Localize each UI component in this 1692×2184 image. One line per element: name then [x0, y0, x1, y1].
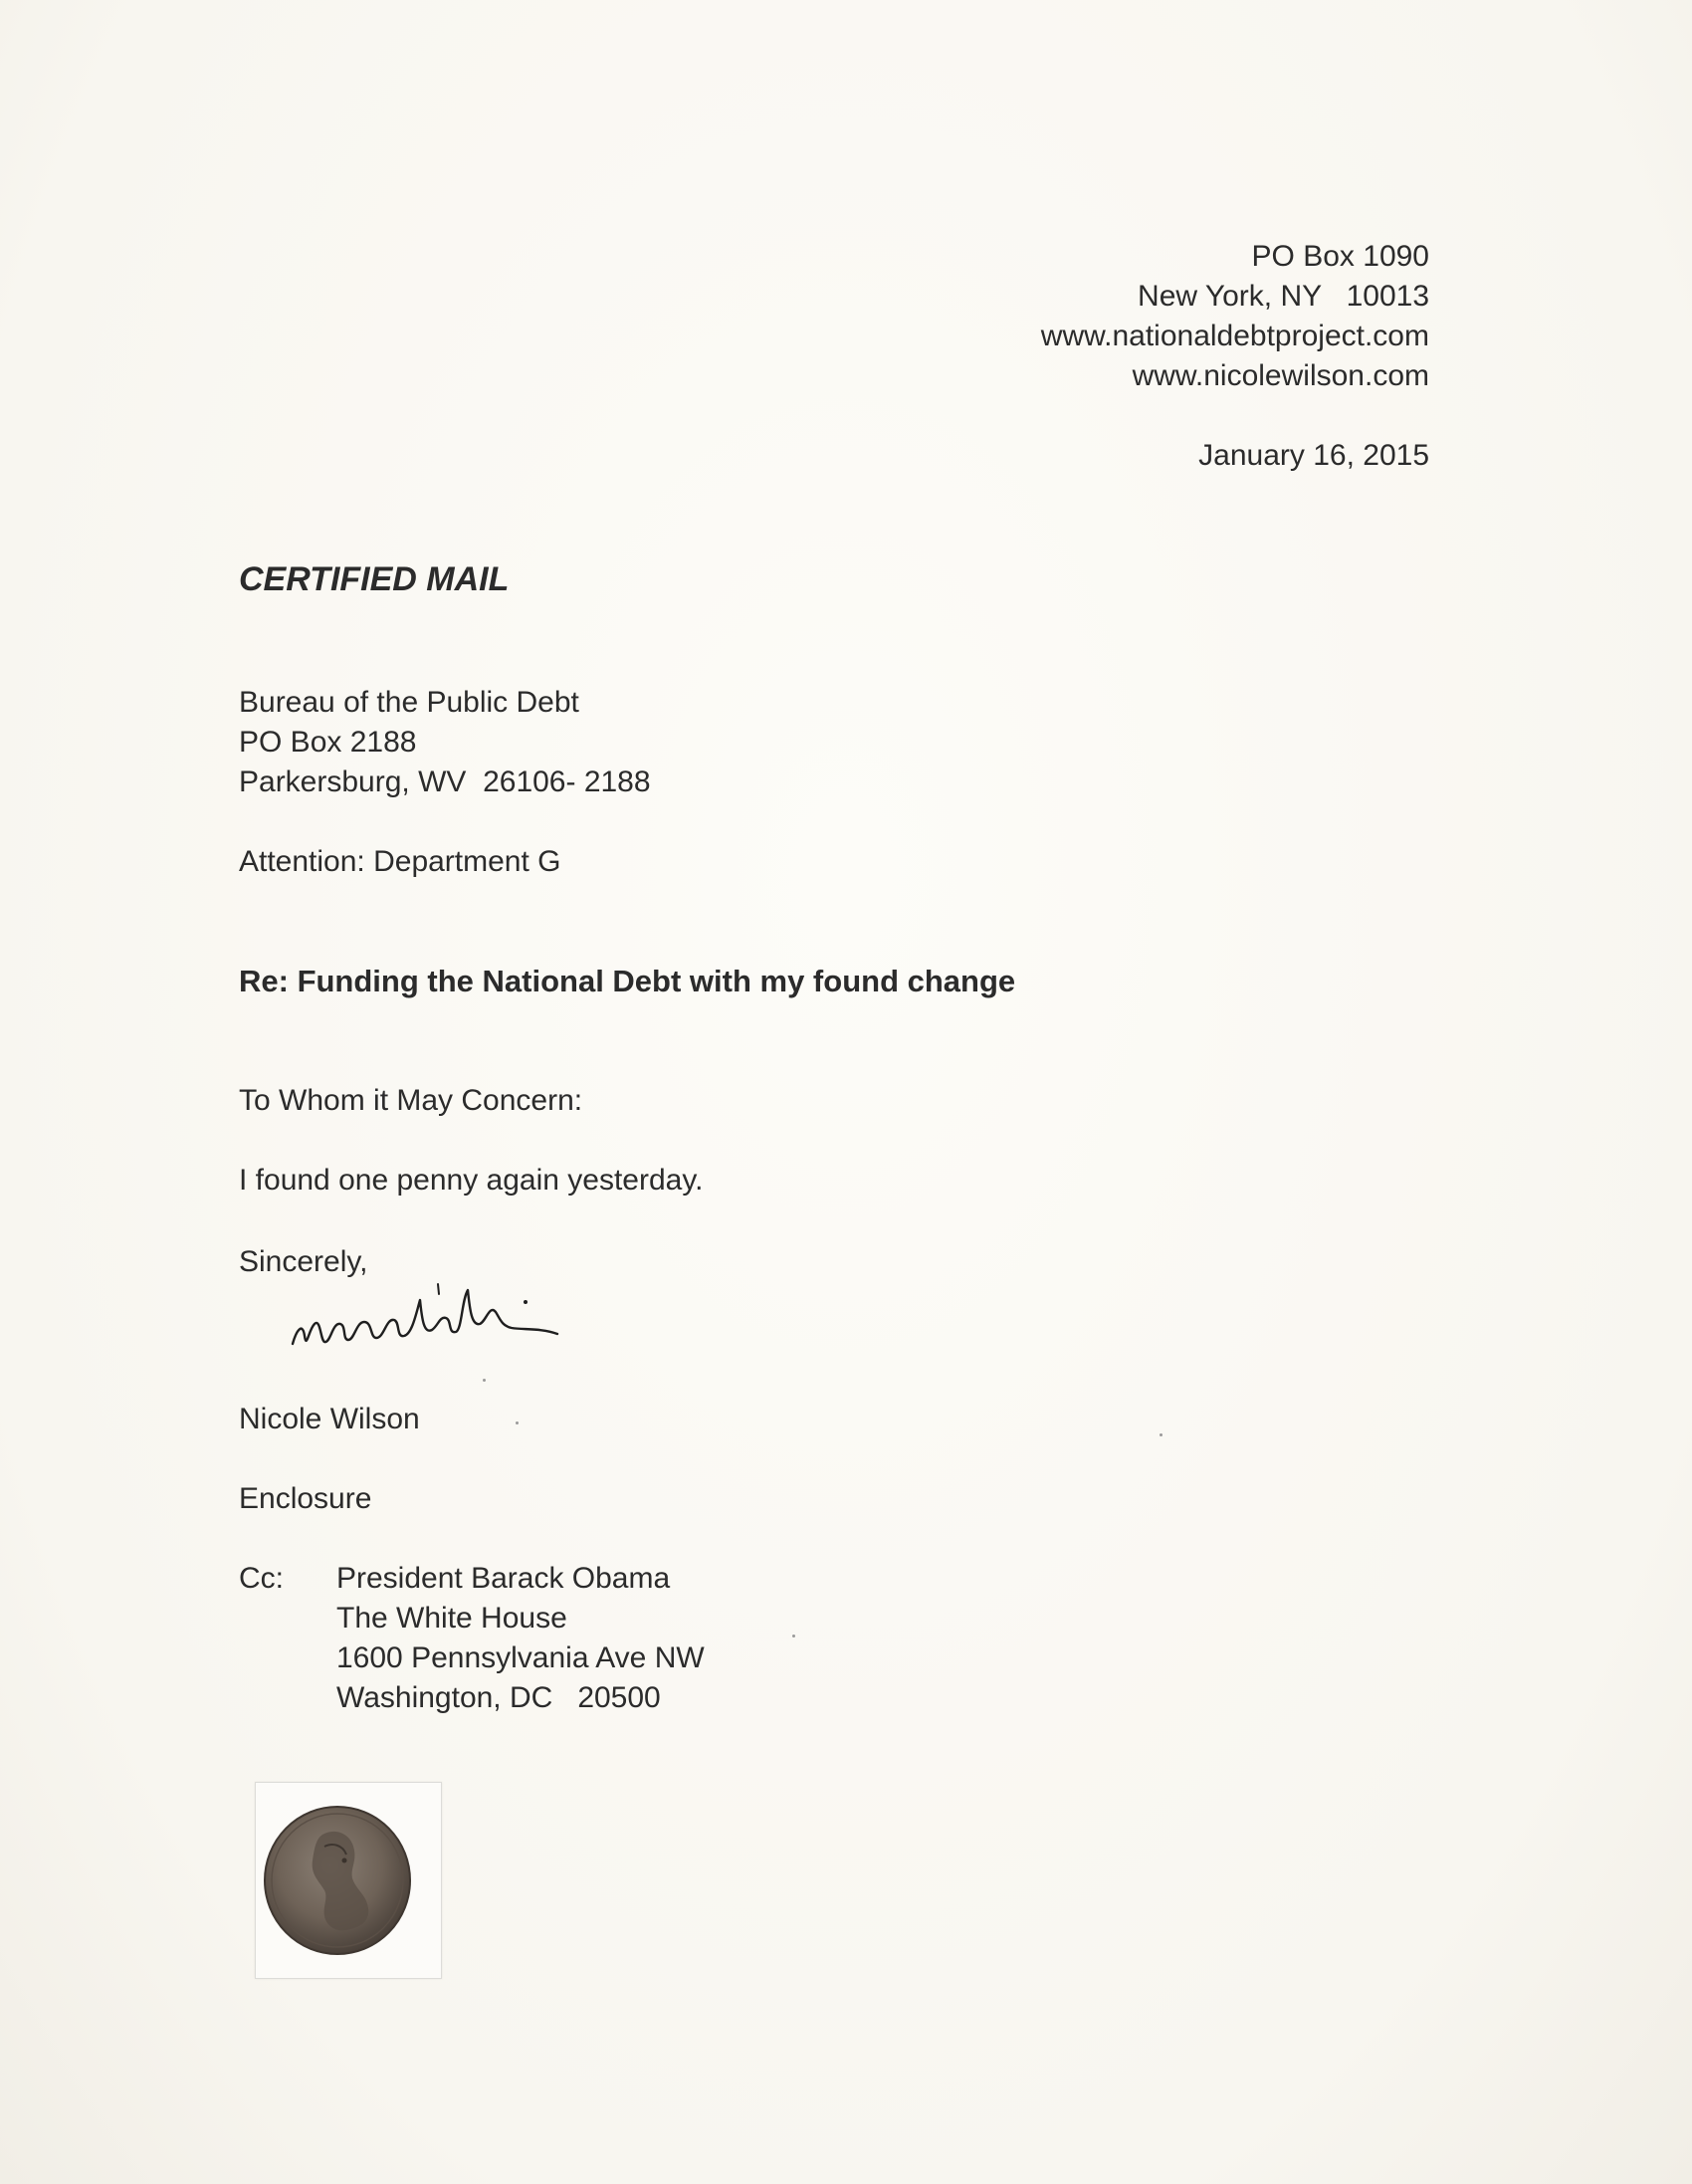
sender-address-block [1041, 237, 1429, 396]
cc-recipient-building: The White House [336, 1602, 567, 1635]
salutation: To Whom it May Concern: [239, 1084, 583, 1117]
closing: Sincerely, [239, 1245, 368, 1278]
recipient-po-box: PO Box 2188 [239, 726, 417, 759]
certified-mail-heading: CERTIFIED MAIL [239, 560, 510, 598]
attention-line: Attention: Department G [239, 845, 561, 878]
sender-city-state-zip: New York, NY 10013 [1138, 280, 1429, 313]
recipient-address-block [239, 683, 651, 802]
sender-website-project: www.nationaldebtproject.com [1040, 320, 1429, 352]
signer-name: Nicole Wilson [239, 1403, 420, 1435]
paper-speck [483, 1379, 486, 1382]
cc-recipient-street: 1600 Pennsylvania Ave NW [336, 1641, 705, 1674]
letter-date: January 16, 2015 [1198, 439, 1429, 472]
paper-speck [516, 1421, 519, 1424]
enclosure-label: Enclosure [239, 1482, 372, 1515]
taped-penny-image [263, 1805, 412, 1956]
handwritten-signature [287, 1260, 595, 1370]
subject-line: Re: Funding the National Debt with my found change [239, 964, 1016, 998]
cc-recipient-name: President Barack Obama [336, 1562, 671, 1595]
cc-label: Cc: [239, 1562, 284, 1595]
sender-website-personal: www.nicolewilson.com [1132, 359, 1429, 392]
paper-speck [792, 1635, 795, 1638]
paper-speck [1160, 1433, 1163, 1436]
cc-address-block [336, 1559, 705, 1718]
letter-body: I found one penny again yesterday. [239, 1164, 704, 1197]
sender-po-box: PO Box 1090 [1251, 240, 1429, 273]
cc-recipient-city-state-zip: Washington, DC 20500 [336, 1681, 661, 1714]
recipient-city-state-zip: Parkersburg, WV 26106- 2188 [239, 765, 651, 798]
recipient-organization: Bureau of the Public Debt [239, 686, 579, 719]
